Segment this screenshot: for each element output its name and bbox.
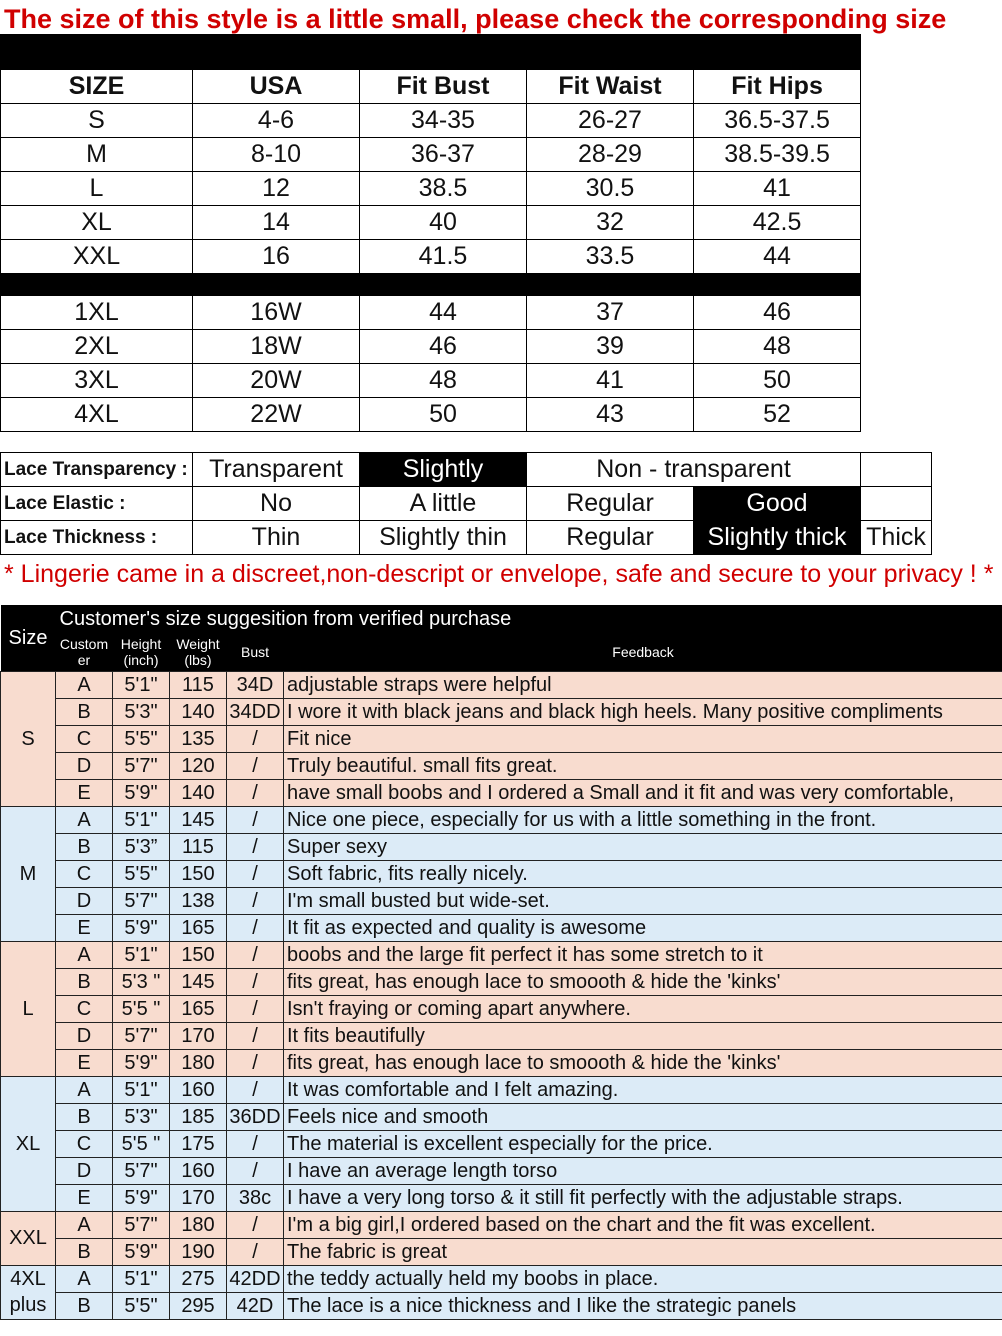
size-row <box>1 330 861 364</box>
size-cell: 48 <box>360 364 527 398</box>
bust-value: / <box>227 833 284 860</box>
feedback-row <box>1 995 1002 1022</box>
option-no: No <box>193 487 360 521</box>
bust-value: 42DD <box>227 1265 284 1292</box>
feedback-row <box>1 752 1002 779</box>
size-cell: 50 <box>360 398 527 432</box>
weight-value: 145 <box>170 968 227 995</box>
weight-value: 160 <box>170 1076 227 1103</box>
weight-value: 135 <box>170 725 227 752</box>
feedback-row <box>1 1103 1002 1130</box>
size-group-label: 4XL plus <box>1 1265 56 1319</box>
weight-column-header: Weight (lbs) <box>170 633 227 671</box>
column-header: Fit Waist <box>527 70 694 104</box>
customer-letter: B <box>56 833 113 860</box>
column-header: Fit Hips <box>694 70 861 104</box>
weight-value: 295 <box>170 1292 227 1319</box>
option-slightly-selected: Slightly <box>360 453 527 487</box>
black-header-bar <box>1 35 861 70</box>
size-cell: 1XL <box>1 296 193 330</box>
feedback-row <box>1 914 1002 941</box>
feedback-title: Customer's size suggesition from verified purchase <box>56 605 1002 633</box>
weight-value: 275 <box>170 1265 227 1292</box>
plus-size-divider <box>1 274 861 296</box>
feedback-text: fits great, has enough lace to smoooth & hide the 'kinks' <box>284 1049 1002 1076</box>
option-slightly-thick-selected: Slightly thick <box>694 521 861 555</box>
customer-letter: B <box>56 968 113 995</box>
feedback-row <box>1 1049 1002 1076</box>
bust-value: / <box>227 1049 284 1076</box>
bust-value: / <box>227 1238 284 1265</box>
height-value: 5'9" <box>113 1049 170 1076</box>
size-cell: 22W <box>193 398 360 432</box>
feedback-text: I'm small busted but wide-set. <box>284 887 1002 914</box>
size-cell: L <box>1 172 193 206</box>
feedback-text: the teddy actually held my boobs in place. <box>284 1265 1002 1292</box>
size-row <box>1 138 861 172</box>
bust-value: / <box>227 968 284 995</box>
weight-value: 190 <box>170 1238 227 1265</box>
size-cell: 42.5 <box>694 206 861 240</box>
customer-letter: B <box>56 1292 113 1319</box>
height-value: 5'7" <box>113 752 170 779</box>
weight-value: 145 <box>170 806 227 833</box>
customer-letter: C <box>56 995 113 1022</box>
size-cell: 41 <box>527 364 694 398</box>
height-value: 5'3 " <box>113 968 170 995</box>
empty-cell <box>861 487 932 521</box>
option-transparent: Transparent <box>193 453 360 487</box>
height-value: 5'9" <box>113 914 170 941</box>
weight-value: 160 <box>170 1157 227 1184</box>
feedback-text: adjustable straps were helpful <box>284 671 1002 698</box>
weight-value: 170 <box>170 1022 227 1049</box>
feedback-text: have small boobs and I ordered a Small and it fit and was very comfortable, <box>284 779 1002 806</box>
size-cell: 4-6 <box>193 104 360 138</box>
feedback-row <box>1 968 1002 995</box>
size-column-header: Size <box>1 605 56 671</box>
bust-value: 38c <box>227 1184 284 1211</box>
lace-elastic-row <box>1 487 932 521</box>
height-value: 5'7" <box>113 1157 170 1184</box>
customer-letter: D <box>56 1157 113 1184</box>
feedback-row <box>1 833 1002 860</box>
option-slightly-thin: Slightly thin <box>360 521 527 555</box>
lace-thickness-row <box>1 521 932 555</box>
size-cell: 26-27 <box>527 104 694 138</box>
size-cell: 43 <box>527 398 694 432</box>
customer-letter: E <box>56 779 113 806</box>
height-value: 5'1" <box>113 1076 170 1103</box>
size-cell: 41 <box>694 172 861 206</box>
option-thin: Thin <box>193 521 360 555</box>
size-cell: 44 <box>694 240 861 274</box>
weight-value: 165 <box>170 995 227 1022</box>
size-cell: 20W <box>193 364 360 398</box>
weight-value: 175 <box>170 1130 227 1157</box>
size-cell: 33.5 <box>527 240 694 274</box>
feedback-text: Super sexy <box>284 833 1002 860</box>
size-row <box>1 296 861 330</box>
customer-letter: B <box>56 1103 113 1130</box>
size-cell: 36.5-37.5 <box>694 104 861 138</box>
bust-column-header: Bust <box>227 633 284 671</box>
feedback-row <box>1 1157 1002 1184</box>
bust-value: / <box>227 1022 284 1049</box>
bust-value: / <box>227 941 284 968</box>
size-group-label: XXL <box>1 1211 56 1265</box>
customer-feedback-table <box>0 605 1002 1320</box>
size-cell: 4XL <box>1 398 193 432</box>
height-value: 5'5" <box>113 1292 170 1319</box>
lace-transparency-row <box>1 453 932 487</box>
height-value: 5'5 " <box>113 1130 170 1157</box>
size-row <box>1 104 861 138</box>
size-cell: 2XL <box>1 330 193 364</box>
weight-value: 120 <box>170 752 227 779</box>
size-row <box>1 398 861 432</box>
bust-value: / <box>227 779 284 806</box>
size-cell: 44 <box>360 296 527 330</box>
size-cell: 46 <box>360 330 527 364</box>
empty-cell <box>861 453 932 487</box>
height-value: 5'7" <box>113 1211 170 1238</box>
height-value: 5'1" <box>113 1265 170 1292</box>
bust-value: 36DD <box>227 1103 284 1130</box>
weight-value: 180 <box>170 1211 227 1238</box>
lace-elastic-label: Lace Elastic : <box>1 487 193 521</box>
customer-letter: D <box>56 752 113 779</box>
option-regular: Regular <box>527 521 694 555</box>
size-row <box>1 172 861 206</box>
column-header: Fit Bust <box>360 70 527 104</box>
height-value: 5'1" <box>113 671 170 698</box>
customer-letter: B <box>56 1238 113 1265</box>
customer-letter: E <box>56 1184 113 1211</box>
height-value: 5'7" <box>113 887 170 914</box>
bust-value: 34D <box>227 671 284 698</box>
size-chart <box>0 34 861 432</box>
height-value: 5'3" <box>113 698 170 725</box>
feedback-text: Isn't fraying or coming apart anywhere. <box>284 995 1002 1022</box>
customer-letter: A <box>56 671 113 698</box>
bar-cell <box>1 35 861 70</box>
size-cell: 3XL <box>1 364 193 398</box>
size-cell: M <box>1 138 193 172</box>
lace-thickness-label: Lace Thickness : <box>1 521 193 555</box>
bust-value: 34DD <box>227 698 284 725</box>
customer-letter: C <box>56 860 113 887</box>
bar-cell <box>1 274 861 296</box>
size-cell: 12 <box>193 172 360 206</box>
bust-value: 42D <box>227 1292 284 1319</box>
feedback-row <box>1 671 1002 698</box>
size-cell: 50 <box>694 364 861 398</box>
feedback-row <box>1 725 1002 752</box>
customer-letter: E <box>56 914 113 941</box>
size-cell: 40 <box>360 206 527 240</box>
size-cell: 14 <box>193 206 360 240</box>
size-chart-header-row <box>1 70 861 104</box>
size-cell: 46 <box>694 296 861 330</box>
height-value: 5'5" <box>113 860 170 887</box>
size-cell: 38.5-39.5 <box>694 138 861 172</box>
size-cell: 39 <box>527 330 694 364</box>
column-header: USA <box>193 70 360 104</box>
customer-letter: A <box>56 806 113 833</box>
column-header: SIZE <box>1 70 193 104</box>
size-cell: XXL <box>1 240 193 274</box>
height-value: 5'9" <box>113 1238 170 1265</box>
height-value: 5'7" <box>113 1022 170 1049</box>
customer-letter: A <box>56 941 113 968</box>
feedback-row <box>1 779 1002 806</box>
height-value: 5'5" <box>113 725 170 752</box>
customer-letter: D <box>56 1022 113 1049</box>
height-value: 5'1" <box>113 941 170 968</box>
bust-value: / <box>227 887 284 914</box>
option-non-transparent: Non - transparent <box>527 453 861 487</box>
size-group-label: S <box>1 671 56 806</box>
option-thick: Thick <box>861 521 932 555</box>
feedback-row <box>1 1184 1002 1211</box>
privacy-note: * Lingerie came in a discreet,non-descript or envelope, safe and secure to your privacy ! * <box>4 560 994 588</box>
weight-value: 115 <box>170 671 227 698</box>
lace-properties-table <box>0 452 932 555</box>
weight-value: 138 <box>170 887 227 914</box>
weight-value: 140 <box>170 698 227 725</box>
size-cell: 38.5 <box>360 172 527 206</box>
size-cell: XL <box>1 206 193 240</box>
bust-value: / <box>227 1076 284 1103</box>
weight-value: 185 <box>170 1103 227 1130</box>
customer-letter: C <box>56 725 113 752</box>
feedback-row <box>1 698 1002 725</box>
feedback-text: It was comfortable and I felt amazing. <box>284 1076 1002 1103</box>
weight-value: 180 <box>170 1049 227 1076</box>
weight-value: 140 <box>170 779 227 806</box>
feedback-text: I have an average length torso <box>284 1157 1002 1184</box>
height-value: 5'9" <box>113 779 170 806</box>
weight-value: 150 <box>170 860 227 887</box>
feedback-row <box>1 860 1002 887</box>
size-cell: 52 <box>694 398 861 432</box>
weight-value: 115 <box>170 833 227 860</box>
size-cell: 28-29 <box>527 138 694 172</box>
feedback-row <box>1 941 1002 968</box>
feedback-row <box>1 1292 1002 1319</box>
feedback-text: It fit as expected and quality is awesome <box>284 914 1002 941</box>
feedback-row <box>1 1238 1002 1265</box>
feedback-row <box>1 1076 1002 1103</box>
bust-value: / <box>227 1211 284 1238</box>
size-cell: 18W <box>193 330 360 364</box>
option-regular: Regular <box>527 487 694 521</box>
size-cell: 8-10 <box>193 138 360 172</box>
bust-value: / <box>227 995 284 1022</box>
bust-value: / <box>227 1157 284 1184</box>
size-cell: 41.5 <box>360 240 527 274</box>
feedback-row <box>1 1265 1002 1292</box>
customer-letter: E <box>56 1049 113 1076</box>
feedback-text: The fabric is great <box>284 1238 1002 1265</box>
weight-value: 170 <box>170 1184 227 1211</box>
feedback-row <box>1 887 1002 914</box>
lace-transparency-label: Lace Transparency : <box>1 453 193 487</box>
height-value: 5'9" <box>113 1184 170 1211</box>
customer-letter: A <box>56 1265 113 1292</box>
customer-letter: A <box>56 1211 113 1238</box>
size-cell: 36-37 <box>360 138 527 172</box>
option-a-little: A little <box>360 487 527 521</box>
height-value: 5'5 " <box>113 995 170 1022</box>
feedback-text: I'm a big girl,I ordered based on the chart and the fit was excellent. <box>284 1211 1002 1238</box>
feedback-text: Fit nice <box>284 725 1002 752</box>
bust-value: / <box>227 806 284 833</box>
size-cell: 37 <box>527 296 694 330</box>
size-row <box>1 240 861 274</box>
bust-value: / <box>227 725 284 752</box>
feedback-text: The material is excellent especially for the price. <box>284 1130 1002 1157</box>
size-cell: 34-35 <box>360 104 527 138</box>
size-cell: 30.5 <box>527 172 694 206</box>
feedback-text: boobs and the large fit perfect it has some stretch to it <box>284 941 1002 968</box>
feedback-row <box>1 1211 1002 1238</box>
feedback-text: I wore it with black jeans and black high heels. Many positive compliments <box>284 698 1002 725</box>
feedback-row <box>1 1130 1002 1157</box>
height-value: 5'1" <box>113 806 170 833</box>
customer-letter: C <box>56 1130 113 1157</box>
feedback-column-header: Feedback <box>284 633 1002 671</box>
customer-letter: A <box>56 1076 113 1103</box>
bust-value: / <box>227 914 284 941</box>
size-cell: 48 <box>694 330 861 364</box>
size-group-label: M <box>1 806 56 941</box>
height-value: 5'3” <box>113 833 170 860</box>
bust-value: / <box>227 752 284 779</box>
weight-value: 165 <box>170 914 227 941</box>
size-group-label: L <box>1 941 56 1076</box>
feedback-row <box>1 1022 1002 1049</box>
feedback-row <box>1 806 1002 833</box>
size-cell: 16 <box>193 240 360 274</box>
option-good-selected: Good <box>694 487 861 521</box>
feedback-text: Truly beautiful. small fits great. <box>284 752 1002 779</box>
weight-value: 150 <box>170 941 227 968</box>
feedback-text: I have a very long torso & it still fit perfectly with the adjustable straps. <box>284 1184 1002 1211</box>
feedback-text: Soft fabric, fits really nicely. <box>284 860 1002 887</box>
size-group-label: XL <box>1 1076 56 1211</box>
customer-letter: B <box>56 698 113 725</box>
feedback-text: Feels nice and smooth <box>284 1103 1002 1130</box>
size-warning-banner: The size of this style is a little small, please check the corresponding size <box>4 4 947 34</box>
size-cell: 16W <box>193 296 360 330</box>
feedback-text: It fits beautifully <box>284 1022 1002 1049</box>
size-row <box>1 206 861 240</box>
feedback-text: The lace is a nice thickness and I like the strategic panels <box>284 1292 1002 1319</box>
feedback-text: fits great, has enough lace to smoooth & hide the 'kinks' <box>284 968 1002 995</box>
size-cell: S <box>1 104 193 138</box>
height-column-header: Height (inch) <box>113 633 170 671</box>
size-row <box>1 364 861 398</box>
size-cell: 32 <box>527 206 694 240</box>
bust-value: / <box>227 860 284 887</box>
customer-letter: D <box>56 887 113 914</box>
bust-value: / <box>227 1130 284 1157</box>
customer-column-header: Custom er <box>56 633 113 671</box>
feedback-text: Nice one piece, especially for us with a little something in the front. <box>284 806 1002 833</box>
height-value: 5'3" <box>113 1103 170 1130</box>
